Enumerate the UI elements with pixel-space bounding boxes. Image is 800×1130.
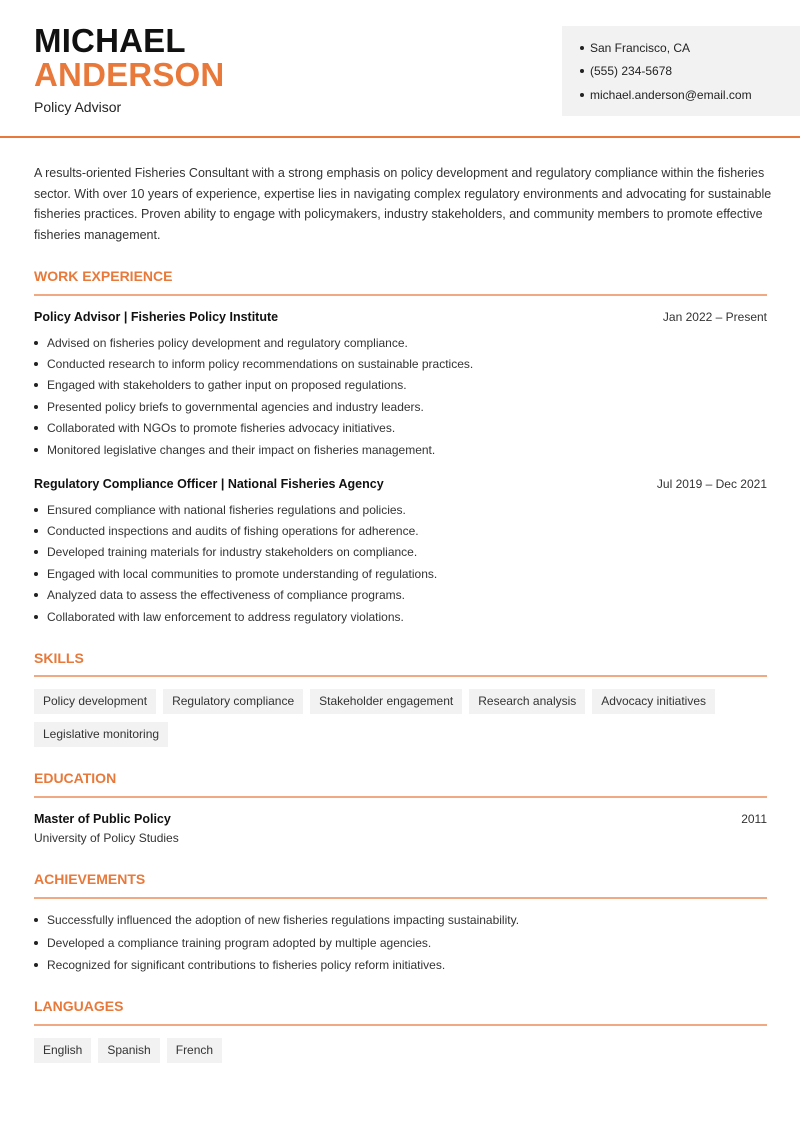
- job-title: Policy Advisor: [34, 99, 122, 115]
- contact-phone: [580, 60, 800, 84]
- graduation-year: 2011: [741, 812, 767, 826]
- bullet-text: Monitored legislative changes and their impact on fisheries management.: [47, 442, 436, 457]
- bullet-icon: [34, 405, 38, 409]
- section-divider: [34, 294, 767, 296]
- bullet-icon: [34, 593, 38, 597]
- bullet-text: Recognized for significant contributions to fisheries policy reform initiatives.: [47, 958, 446, 973]
- achievements-list: [34, 909, 774, 977]
- bullet-icon: [34, 918, 38, 922]
- list-item: [34, 418, 774, 439]
- section-divider: [34, 796, 767, 798]
- bullet-icon: [34, 529, 38, 533]
- contact-email[interactable]: [580, 83, 800, 107]
- phone-text: (555) 234-5678: [590, 64, 673, 79]
- bullet-icon: [580, 69, 584, 73]
- skill-chip: Policy development: [34, 689, 156, 714]
- bullet-text: Successfully influenced the adoption of new fisheries regulations impacting sustainability.: [47, 913, 520, 928]
- section-title-achievements: ACHIEVEMENTS: [34, 871, 146, 887]
- section-title-skills: SKILLS: [34, 650, 84, 666]
- job-dates: Jan 2022 – Present: [662, 310, 767, 324]
- bullet-icon: [34, 963, 38, 967]
- section-divider: [34, 1024, 767, 1026]
- section-title-languages: LANGUAGES: [34, 998, 124, 1014]
- bullet-icon: [34, 550, 38, 554]
- bullet-icon: [34, 362, 38, 366]
- list-item: [34, 499, 774, 520]
- bullet-text: Advised on fisheries policy development and regulatory compliance.: [47, 335, 408, 350]
- bullet-text: Engaged with local communities to promote understanding of regulations.: [47, 566, 438, 581]
- language-chip: English: [34, 1038, 91, 1063]
- email-text[interactable]: michael.anderson@email.com: [590, 87, 752, 102]
- job-role: Regulatory Compliance Officer | National Fisheries Agency: [34, 477, 384, 491]
- resume-header: [0, 0, 800, 138]
- job-header: [34, 477, 767, 491]
- education-header: [34, 812, 767, 826]
- bullet-icon: [34, 383, 38, 387]
- list-item: [34, 396, 774, 417]
- bullet-icon: [34, 941, 38, 945]
- job-dates: Jul 2019 – Dec 2021: [656, 477, 767, 491]
- bullet-text: Conducted research to inform policy recommendations on sustainable practices.: [47, 357, 474, 372]
- list-item: [34, 563, 774, 584]
- list-item: [34, 542, 774, 563]
- location-text: San Francisco, CA: [590, 40, 691, 55]
- job-bullets: [34, 332, 774, 460]
- list-item: [34, 585, 774, 606]
- summary: A results-oriented Fisheries Consultant with a strong emphasis on policy development and regulatory compliance within the fisheries sector. With over 10 years of experience, expertise lies in navigating complex regulatory environments and advocating for sustainable fisheries practices. Proven ability to engage with policymakers, industry stakeholders, and community members to promote effective fisheries management.: [34, 166, 772, 243]
- list-item: [34, 909, 774, 932]
- list-item: [34, 353, 774, 374]
- section-title-work: WORK EXPERIENCE: [34, 268, 173, 284]
- bullet-icon: [34, 572, 38, 576]
- skill-chip: Research analysis: [469, 689, 585, 714]
- bullet-icon: [34, 508, 38, 512]
- language-chip: French: [167, 1038, 222, 1063]
- bullet-icon: [34, 341, 38, 345]
- bullet-text: Developed a compliance training program adopted by multiple agencies.: [47, 935, 432, 950]
- skills-list: [34, 689, 774, 747]
- job-role: Policy Advisor | Fisheries Policy Institute: [34, 310, 279, 324]
- job-header: [34, 310, 767, 324]
- job-bullets: [34, 499, 774, 627]
- bullet-icon: [34, 448, 38, 452]
- bullet-icon: [580, 93, 584, 97]
- section-divider: [34, 897, 767, 899]
- list-item: [34, 954, 774, 977]
- degree: Master of Public Policy: [34, 812, 171, 826]
- skill-chip: Regulatory compliance: [163, 689, 303, 714]
- section-divider: [34, 675, 767, 677]
- school: University of Policy Studies: [34, 831, 179, 845]
- list-item: [34, 375, 774, 396]
- languages-list: [34, 1038, 774, 1063]
- list-item: [34, 439, 774, 460]
- bullet-text: Presented policy briefs to governmental agencies and industry leaders.: [47, 399, 424, 414]
- bullet-text: Ensured compliance with national fisheries regulations and policies.: [47, 502, 406, 517]
- bullet-text: Conducted inspections and audits of fishing operations for adherence.: [47, 524, 419, 539]
- bullet-text: Collaborated with law enforcement to address regulatory violations.: [47, 609, 404, 624]
- section-title-education: EDUCATION: [34, 770, 117, 786]
- contact-box: [562, 26, 800, 116]
- list-item: [34, 606, 774, 627]
- language-chip: Spanish: [98, 1038, 159, 1063]
- bullet-icon: [580, 46, 584, 50]
- contact-location: [580, 36, 800, 60]
- list-item: [34, 520, 774, 541]
- skill-chip: Stakeholder engagement: [310, 689, 462, 714]
- bullet-text: Analyzed data to assess the effectiveness of compliance programs.: [47, 588, 405, 603]
- bullet-icon: [34, 615, 38, 619]
- bullet-text: Engaged with stakeholders to gather input on proposed regulations.: [47, 378, 407, 393]
- first-name: MICHAEL: [34, 22, 186, 59]
- list-item: [34, 332, 774, 353]
- last-name: ANDERSON: [34, 56, 225, 93]
- bullet-icon: [34, 426, 38, 430]
- skill-chip: Legislative monitoring: [34, 722, 168, 747]
- bullet-text: Developed training materials for industry stakeholders on compliance.: [47, 545, 418, 560]
- skill-chip: Advocacy initiatives: [592, 689, 715, 714]
- list-item: [34, 932, 774, 955]
- bullet-text: Collaborated with NGOs to promote fisheries advocacy initiatives.: [47, 421, 396, 436]
